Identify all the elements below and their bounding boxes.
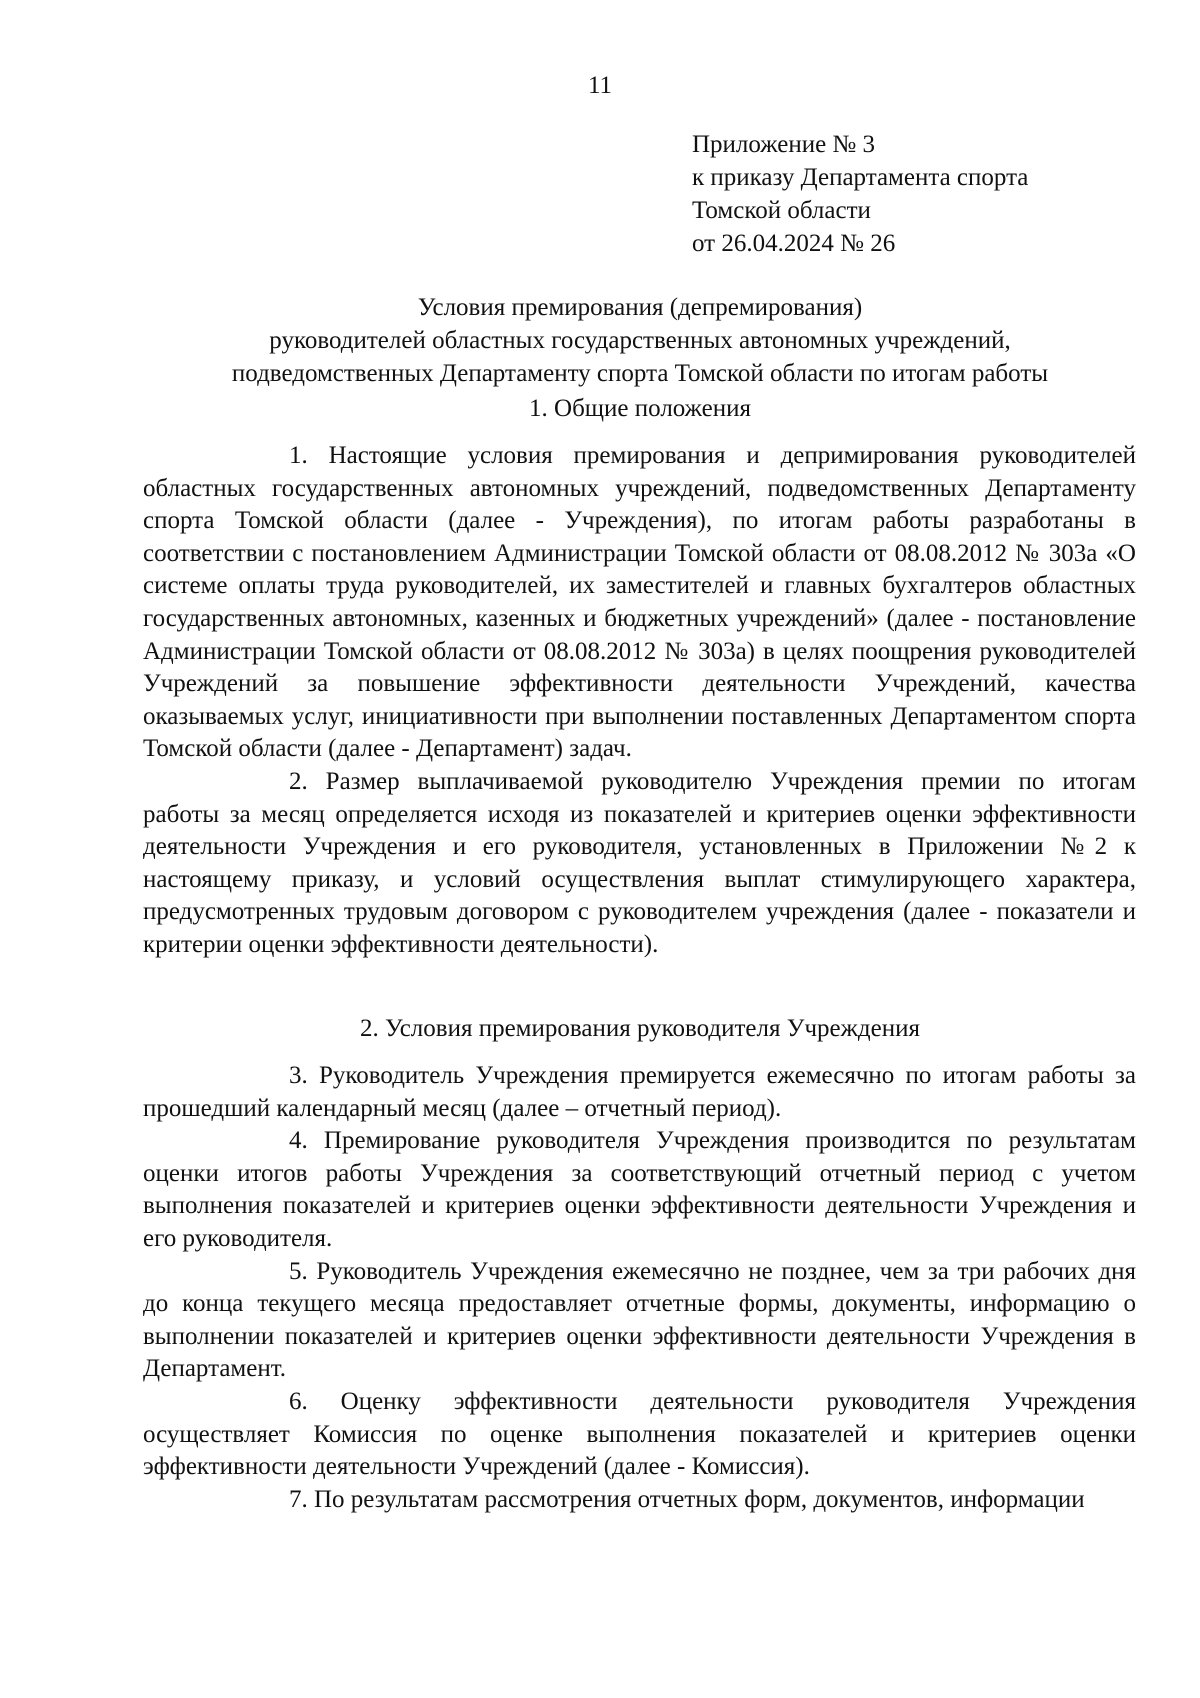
paragraph-text: Премирование руководителя Учреждения производится по результатам оценки итогов работы Учреждения за соответствующий отчетный период с учетом выполнения показателей и критериев оценки эффективности деятельности Учреждения и его руководителя. — [143, 1127, 1136, 1252]
paragraph-3 — [143, 1060, 1136, 1125]
title-line: Условия премирования (депремирования) — [417, 294, 863, 321]
appendix-line: к приказу Департамента спорта — [692, 164, 1029, 191]
paragraph-text: Размер выплачиваемой руководителю Учреждения премии по итогам работы за месяц определяется исходя из показателей и критериев оценки эффективности деятельности Учреждения и его руководителя, установленных в Приложении №2 к настоящему приказу, и условий осуществления выплат стимулирующего характера, предусмотренных трудовым договором с руководителем учреждения (далее - показатели и критерии оценки эффективности деятельности). — [143, 767, 1136, 958]
title-line: руководителей областных государственных автономных учреждений, — [269, 327, 1011, 354]
paragraph-number: 4. — [289, 1127, 308, 1155]
paragraph-2 — [143, 766, 1136, 962]
appendix-header — [692, 128, 1028, 260]
paragraph-number: 2. — [289, 767, 308, 795]
paragraph-text: Руководитель Учреждения премируется ежемесячно по итогам работы за прошедший календарный месяц (далее – отчетный период). — [143, 1062, 1136, 1122]
title-line: подведомственных Департаменту спорта Томской области по итогам работы — [231, 360, 1049, 387]
section-heading-conditions: 2. Условия премирования руководителя Учреждения — [360, 1015, 920, 1042]
paragraph-number: 3. — [289, 1062, 308, 1089]
paragraph-7 — [143, 1484, 1136, 1517]
paragraph-text: Руководитель Учреждения ежемесячно не позднее, чем за три рабочих дня до конца текущего месяца предоставляет отчетные формы, документы, информацию о выполнении показателей и критериев оценки эффективности деятельности Учреждения в Департамент. — [143, 1257, 1136, 1383]
appendix-line: Томской области — [692, 197, 871, 224]
paragraph-text: Оценку эффективности деятельности руководителя Учреждения осуществляет Комиссия по оценке выполнения показателей и критериев оценки эффективности деятельности Учреждений (далее - Комиссия). — [143, 1387, 1137, 1481]
appendix-line: от 26.04.2024 № 26 — [692, 230, 896, 257]
section-body-general — [143, 440, 1136, 962]
paragraph-number: 6. — [289, 1387, 308, 1415]
paragraph-text: Настоящие условия премирования и депримирования руководителей областных государственных автономных учреждений, подведомственных Департаменту спорта Томской области (далее - Учреждения), по итогам работы разработаны в соответствии с постановлением Администрации Томской области от 08.08.2012 № 303а «О системе оплаты труда руководителей, их заместителей и главных бухгалтеров областных государственных автономных, казенных и бюджетных учреждений» (далее - постановление Администрации Томской области от 08.08.2012 № 303а) в целях поощрения руководителей Учреждений за повышение эффективности деятельности Учреждений, качества оказываемых услуг, инициативности при выполнении поставленных Департаментом спорта Томской области (далее - Департамент) задач. — [143, 442, 1137, 763]
paragraph-number: 5. — [289, 1257, 308, 1285]
paragraph-number: 7. — [289, 1485, 308, 1513]
section-body-conditions — [143, 1060, 1136, 1516]
paragraph-text: По результатам рассмотрения отчетных форм, документов, информации — [314, 1485, 1085, 1513]
document-title — [140, 291, 1140, 390]
paragraph-4 — [143, 1125, 1136, 1255]
appendix-line: Приложение № 3 — [692, 131, 876, 158]
paragraph-6 — [143, 1386, 1136, 1484]
paragraph-number: 1. — [289, 442, 308, 469]
section-heading-general: 1. Общие положения — [529, 395, 751, 422]
paragraph-5 — [143, 1256, 1136, 1386]
page-number: 11 — [587, 72, 613, 99]
paragraph-1 — [143, 440, 1136, 766]
